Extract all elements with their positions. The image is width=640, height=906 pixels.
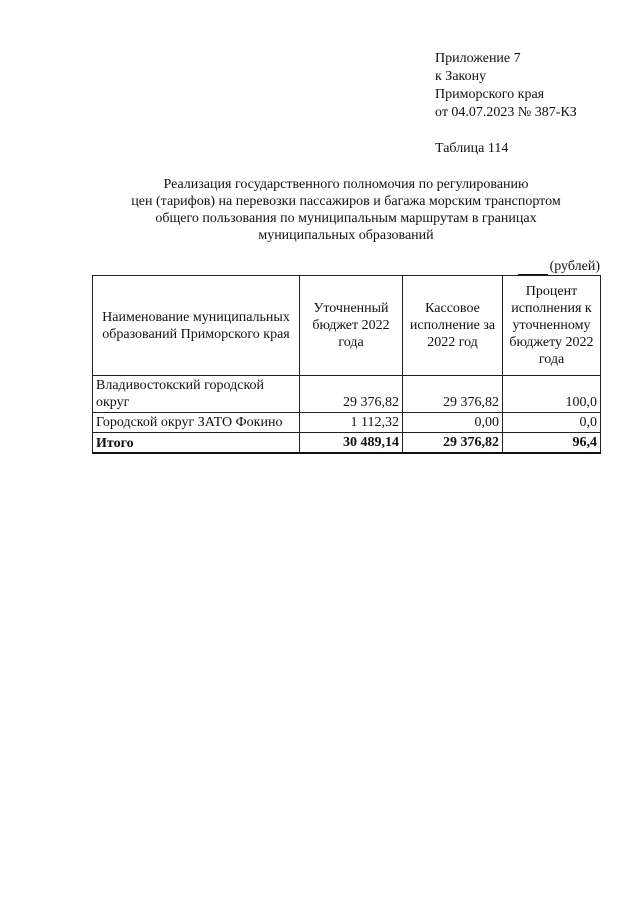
title-line: общего пользования по муниципальным маршрутам в границах: [155, 211, 537, 226]
appendix-line: от 04.07.2023 № 387-КЗ: [435, 105, 577, 120]
cell-total-label: Итого: [93, 433, 300, 454]
cell-executed: 29 376,82: [403, 376, 503, 413]
table-total-row: [93, 433, 601, 454]
appendix-line: к Закону: [435, 69, 487, 84]
cell-total-percent: 96,4: [503, 433, 601, 454]
units-underline: [518, 262, 548, 275]
table-row: [93, 413, 601, 433]
units-label: [518, 259, 600, 275]
budget-table: [92, 275, 601, 454]
cell-municipality: Городской округ ЗАТО Фокино: [93, 413, 300, 433]
units-text: (рублей): [549, 259, 600, 274]
document-title: [92, 176, 600, 244]
table-row: [93, 376, 601, 413]
title-line: цен (тарифов) на перевозки пассажиров и багажа морским транспортом: [131, 194, 561, 209]
cell-percent: 100,0: [503, 376, 601, 413]
cell-budget: 29 376,82: [300, 376, 403, 413]
header-municipality: Наименование муниципальных образований Приморского края: [93, 276, 300, 376]
cell-municipality: Владивостокский городской округ: [93, 376, 300, 413]
cell-percent: 0,0: [503, 413, 601, 433]
appendix-block: [435, 50, 577, 122]
appendix-line: Приложение 7: [435, 51, 521, 66]
cell-budget: 1 112,32: [300, 413, 403, 433]
header-executed: Кассовое исполнение за 2022 год: [403, 276, 503, 376]
cell-total-budget: 30 489,14: [300, 433, 403, 454]
table-header-row: [93, 276, 601, 376]
header-percent: Процент исполнения к уточненному бюджету 2022 года: [503, 276, 601, 376]
table-number: Таблица 114: [435, 141, 509, 156]
cell-total-executed: 29 376,82: [403, 433, 503, 454]
cell-executed: 0,00: [403, 413, 503, 433]
appendix-line: Приморского края: [435, 87, 545, 102]
header-budget: Уточненный бюджет 2022 года: [300, 276, 403, 376]
title-line: Реализация государственного полномочия по регулированию: [163, 177, 529, 192]
title-line: муниципальных образований: [258, 228, 434, 243]
